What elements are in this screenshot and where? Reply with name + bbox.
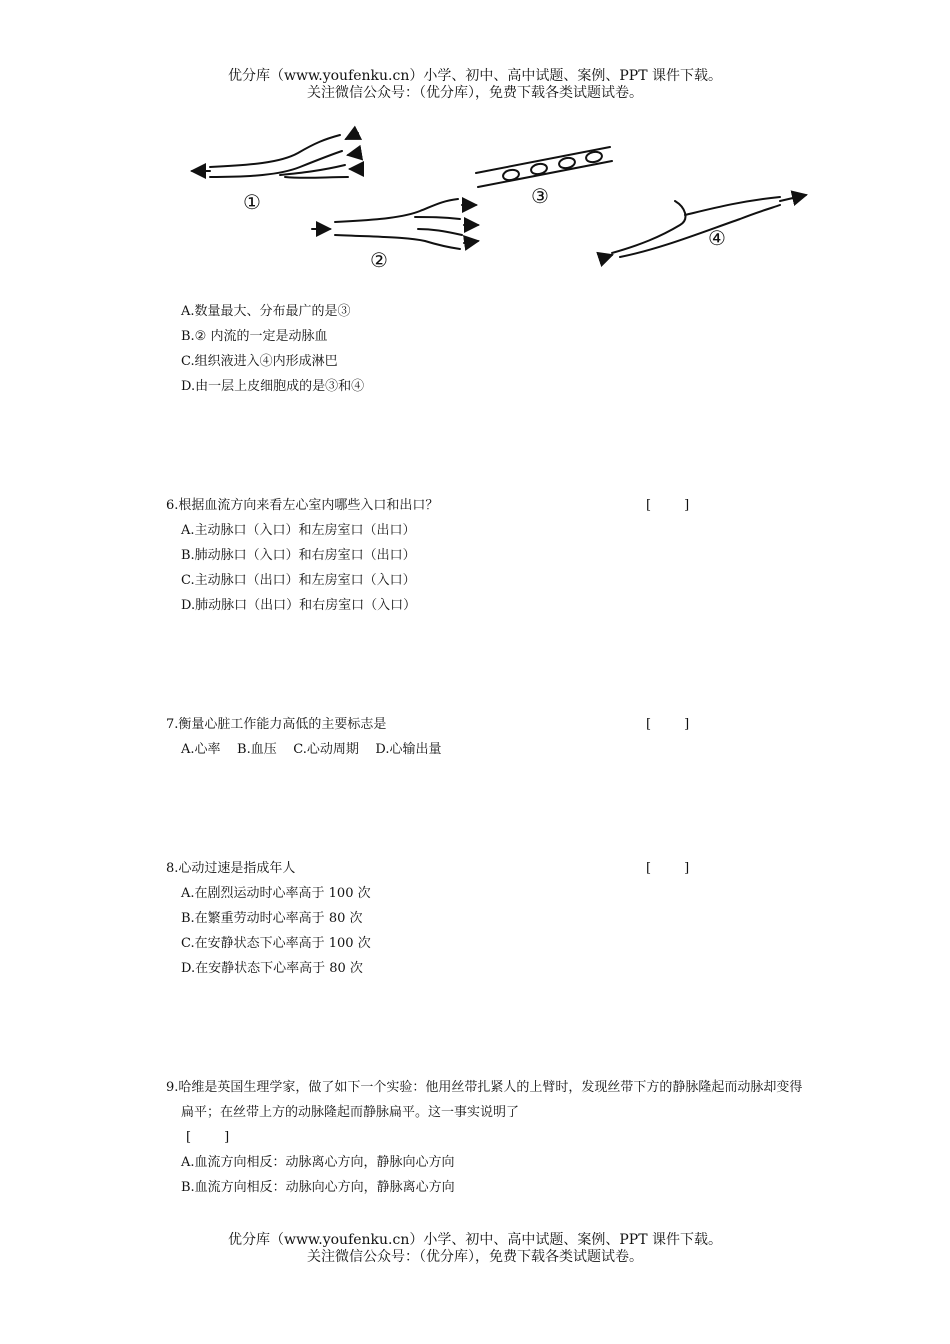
q6-option-a: A.主动脉口（入口）和左房室口（出口）: [181, 523, 416, 538]
q9-option-b: B.血流方向相反：动脉向心方向，静脉离心方向: [181, 1180, 455, 1195]
q7-options: A.心率 B.血压 C.心动周期 D.心输出量: [181, 742, 442, 757]
vessel-2-artery: [312, 199, 478, 249]
q7-answer-bracket: [ ]: [646, 717, 690, 732]
vessel-1-vein: [192, 133, 362, 178]
header-line-1: 优分库（www.youfenku.cn）小学、初中、高中试题、案例、PPT 课件下载。: [227, 68, 722, 84]
figure-label-4: ④: [708, 226, 726, 250]
q8-option-b: B.在繁重劳动时心率高于 80 次: [181, 911, 363, 926]
footer-line-1: 优分库（www.youfenku.cn）小学、初中、高中试题、案例、PPT 课件下载。: [227, 1232, 722, 1248]
q6-option-d: D.肺动脉口（出口）和右房室口（入口）: [181, 598, 417, 613]
q9-option-a: A.血流方向相反：动脉离心方向，静脉向心方向: [181, 1155, 455, 1170]
q9-stem-line-2: 扁平；在丝带上方的动脉隆起而静脉扁平。这一事实说明了: [181, 1105, 520, 1120]
q9-stem-line-1: 9.哈维是英国生理学家，做了如下一个实验：他用丝带扎紧人的上臂时，发现丝带下方的静脉隆起而动脉却变得: [166, 1080, 803, 1095]
q8-option-a: A.在剧烈运动时心率高于 100 次: [181, 886, 371, 901]
page-footer: [0, 1232, 950, 1266]
q8-option-c: C.在安静状态下心率高于 100 次: [181, 936, 371, 951]
footer-line-2: 关注微信公众号：（优分库），免费下载各类试题试卷。: [307, 1249, 643, 1265]
q8-stem: 8.心动过速是指成年人: [166, 861, 296, 876]
q9-answer-bracket: [ ]: [186, 1130, 230, 1145]
vessel-4-lymph: [600, 195, 806, 259]
vessel-3-capillary: [476, 147, 612, 187]
q6-stem: 6.根据血流方向来看左心室内哪些入口和出口？: [166, 498, 439, 513]
figure-label-2: ②: [370, 248, 388, 272]
q5-option-b: B.② 内流的一定是动脉血: [181, 329, 328, 344]
page-header: [0, 68, 950, 102]
q7-stem: 7.衡量心脏工作能力高低的主要标志是: [166, 717, 387, 732]
header-line-2: 关注微信公众号：（优分库），免费下载各类试题试卷。: [307, 85, 643, 101]
blood-vessel-figure: [180, 125, 820, 275]
q6-option-c: C.主动脉口（出口）和左房室口（入口）: [181, 573, 416, 588]
q6-option-b: B.肺动脉口（入口）和右房室口（出口）: [181, 548, 416, 563]
q8-answer-bracket: [ ]: [646, 861, 690, 876]
figure-label-3: ③: [531, 184, 549, 208]
q8-option-d: D.在安静状态下心率高于 80 次: [181, 961, 363, 976]
figure-label-1: ①: [243, 190, 261, 214]
q5-option-c: C.组织液进入④内形成淋巴: [181, 354, 338, 369]
q5-option-a: A.数量最大、分布最广的是③: [181, 304, 351, 319]
q6-answer-bracket: [ ]: [646, 498, 690, 513]
q5-option-d: D.由一层上皮细胞成的是③和④: [181, 379, 365, 394]
